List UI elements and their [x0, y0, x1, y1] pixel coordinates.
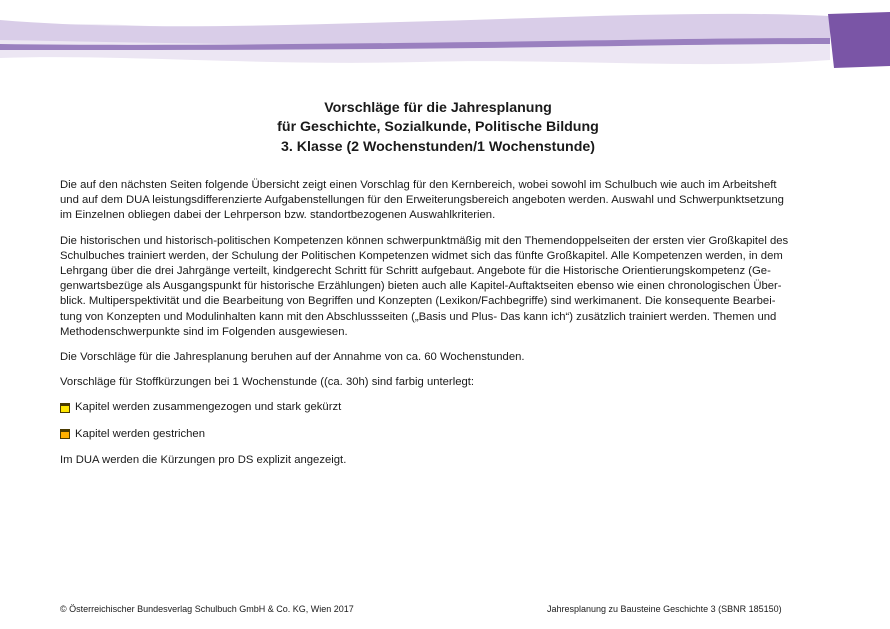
title-line-2: für Geschichte, Sozialkunde, Politische Bildung	[277, 119, 599, 136]
text-line: und auf dem DUA leistungsdifferenzierte Aufgabenstellungen für den Erweiterungsbereich angeboten werden. Auswahl und Schwerpunktsetzung	[60, 194, 784, 207]
paragraph-overview	[60, 178, 818, 224]
title-line-3: 3. Klasse (2 Wochenstunden/1 Wochenstunde)	[280, 138, 596, 155]
text-line: Die Vorschläge für die Jahresplanung beruhen auf der Annahme von ca. 60 Wochenstunden.	[60, 351, 525, 364]
legend-deleted-label: Kapitel werden gestrichen	[75, 427, 205, 440]
text-line: im Einzelnen obliegen dabei der Lehrperson bzw. standortbezogenen Auswahlkriterien.	[60, 209, 496, 222]
legend-condensed-label: Kapitel werden zusammengezogen und stark gekürzt	[75, 401, 342, 414]
footer-copyright: © Österreichischer Bundesverlag Schulbuch GmbH & Co. KG, Wien 2017	[60, 604, 354, 614]
text-line: tung von Konzepten und Modulinhalten kann mit den Abschlussseiten („Basis und Plus- Das kann ich“) zusätzlich trainiert werden. Themen und	[60, 310, 777, 323]
text-line: Die historischen und historisch-politischen Kompetenzen können schwerpunktmäßig mit den Themendoppelseiten der ersten vier Großkapitel des	[60, 234, 789, 247]
page-title	[0, 99, 876, 157]
legend-condensed	[60, 400, 818, 415]
yellow-swatch-icon	[60, 403, 70, 413]
body-text	[60, 178, 818, 478]
text-line: Lehrgang über die drei Jahrgänge verteilt, kindgerecht Schritt für Schritt aufgebaut. Angebote für die Historische Orientierungskompetenz (Ge-	[60, 265, 771, 278]
text-line: Im DUA werden die Kürzungen pro DS explizit angezeigt.	[60, 453, 347, 466]
text-line: Methodenschwerpunkte sind im Folgenden ausgewiesen.	[60, 325, 348, 338]
orange-swatch-icon	[60, 429, 70, 439]
text-line: Die auf den nächsten Seiten folgende Übersicht zeigt einen Vorschlag für den Kernbereich, wobei sowohl im Schulbuch wie auch im Arbeitsheft	[60, 179, 777, 191]
text-line: Vorschläge für Stoffkürzungen bei 1 Wochenstunde ((ca. 30h) sind farbig unterlegt:	[60, 376, 475, 389]
banner-tab	[828, 12, 890, 68]
paragraph-closing	[60, 453, 818, 468]
paragraph-assumption	[60, 350, 818, 365]
title-line-1: Vorschläge für die Jahresplanung	[324, 100, 552, 116]
text-line: Schulbuches trainiert werden, der Schulung der Politischen Kompetenzen widmet sich das fünfte Großkapitel. Alle Kompetenzen werden, in dem	[60, 249, 783, 262]
legend-deleted	[60, 427, 818, 442]
header-banner	[0, 0, 890, 80]
text-line: genwartsbezüge als Ausgangspunkt für historische Erzählungen) bieten auch alle Kapitel-Auftaktseiten ebenso wie einen chronologischen Über-	[60, 280, 782, 293]
footer-reference: Jahresplanung zu Bausteine Geschichte 3 (SBNR 185150)	[547, 604, 782, 614]
text-line: blick. Multiperspektivität und die Bearbeitung von Begriffen und Konzepten (Lexikon/Fachbegriffe) sind werkimanent. Die konsequente Bearbei-	[60, 295, 776, 308]
paragraph-shortening-intro	[60, 375, 818, 390]
paragraph-competences	[60, 234, 818, 340]
